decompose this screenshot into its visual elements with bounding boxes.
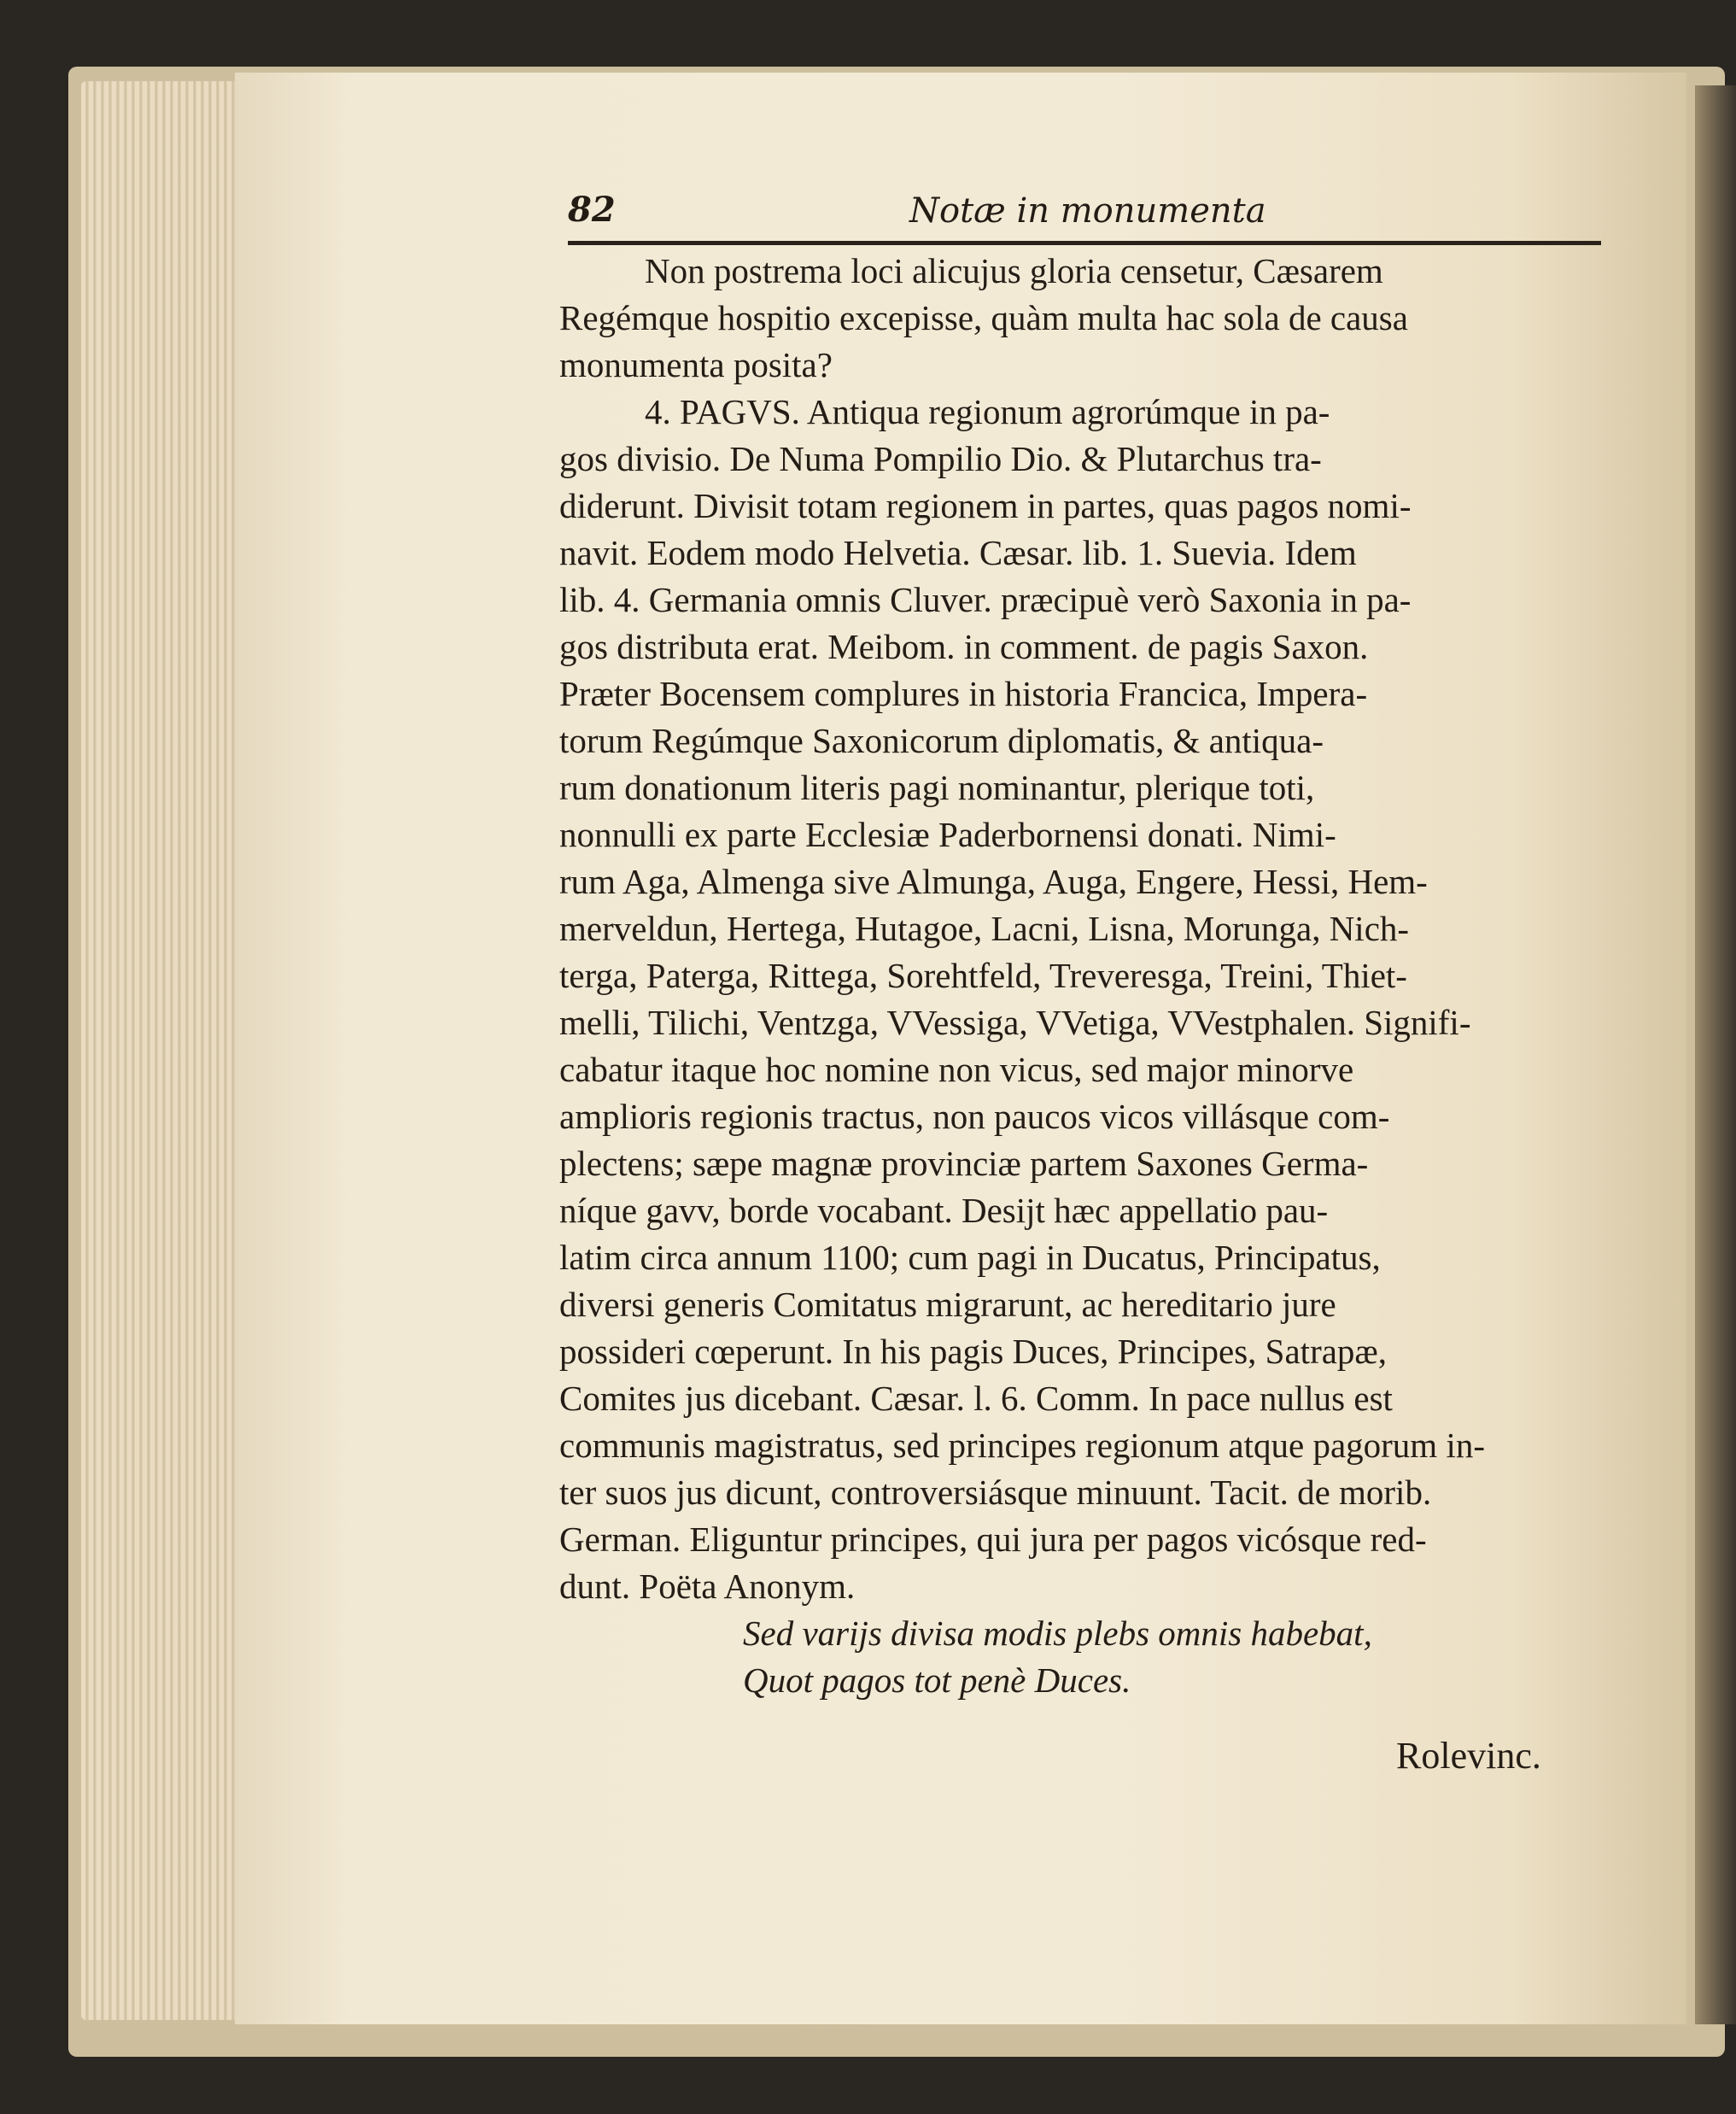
catchword: Rolevinc. [1396,1735,1541,1777]
gutter-shadow [1695,85,1736,2024]
text-line: gos divisio. De Numa Pompilio Dio. & Plutarchus tra- [559,439,1322,478]
text-line: rum Aga, Almenga sive Almunga, Auga, Engere, Hessi, Hem- [559,862,1428,901]
text-line: terga, Paterga, Rittega, Sorehtfeld, Treveresga, Treini, Thiet- [559,956,1407,995]
text-line: plectens; sæpe magnæ provinciæ partem Saxones Germa- [559,1144,1369,1183]
text-line: latim circa annum 1100; cum pagi in Ducatus, Principatus, [559,1238,1381,1277]
text-line: amplioris regionis tractus, non paucos vicos villásque com- [559,1097,1390,1136]
text-line: diderunt. Divisit totam regionem in partes, quas pagos nomi- [559,486,1412,525]
text-line: navit. Eodem modo Helvetia. Cæsar. lib. 1. Suevia. Idem [559,533,1357,572]
text-line: lib. 4. Germania omnis Cluver. præcipuè verò Saxonia in pa- [559,580,1412,619]
text-line: cabatur itaque hoc nomine non vicus, sed major minorve [559,1050,1354,1089]
text-line: Non postrema loci alicujus gloria censetur, Cæsarem [645,251,1383,290]
text-line: dunt. Poëta Anonym. [559,1566,856,1606]
text-line: merveldun, Hertega, Hutagoe, Lacni, Lisna, Morunga, Nich- [559,909,1410,948]
text-line: Comites jus dicebant. Cæsar. l. 6. Comm. In pace nullus est [559,1379,1393,1418]
verse-line: Quot pagos tot penè Duces. [743,1660,1131,1700]
text-line: rum donationum literis pagi nominantur, plerique toti, [559,768,1315,807]
text-line: communis magistratus, sed principes regionum atque pagorum in- [559,1426,1485,1465]
text-line: níque gavv, borde vocabant. Desijt hæc appellatio pau- [559,1191,1329,1230]
text-line: possideri cœperunt. In his pagis Duces, Principes, Satrapæ, [559,1332,1388,1371]
running-head: Notæ in monumenta [909,191,1266,231]
text-line: gos distributa erat. Meibom. in comment. de pagis Saxon. [559,627,1369,666]
text-line: 4. PAGVS. Antiqua regionum agrorúmque in pa- [645,392,1330,431]
text-line: Præter Bocensem complures in historia Francica, Impera- [559,674,1368,713]
page-header [568,190,1601,243]
text-block [559,248,1610,1704]
text-line: monumenta posita? [559,345,833,384]
page-edges [81,81,243,2020]
text-line: torum Regúmque Saxonicorum diplomatis, & antiqua- [559,721,1324,760]
verse-line: Sed varijs divisa modis plebs omnis habebat, [743,1613,1372,1653]
page-number: 82 [568,190,616,230]
text-line: diversi generis Comitatus migrarunt, ac hereditario jure [559,1285,1336,1324]
header-rule [568,241,1601,245]
text-line: German. Eliguntur principes, qui jura per pagos vicósque red- [559,1520,1427,1559]
text-line: melli, Tilichi, Ventzga, VVessiga, VVetiga, VVestphalen. Signifi- [559,1003,1471,1042]
text-line: Regémque hospitio excepisse, quàm multa hac sola de causa [559,298,1408,337]
text-line: nonnulli ex parte Ecclesiæ Paderbornensi donati. Nimi- [559,815,1336,854]
text-line: ter suos jus dicunt, controversiásque minuunt. Tacit. de morib. [559,1473,1432,1512]
